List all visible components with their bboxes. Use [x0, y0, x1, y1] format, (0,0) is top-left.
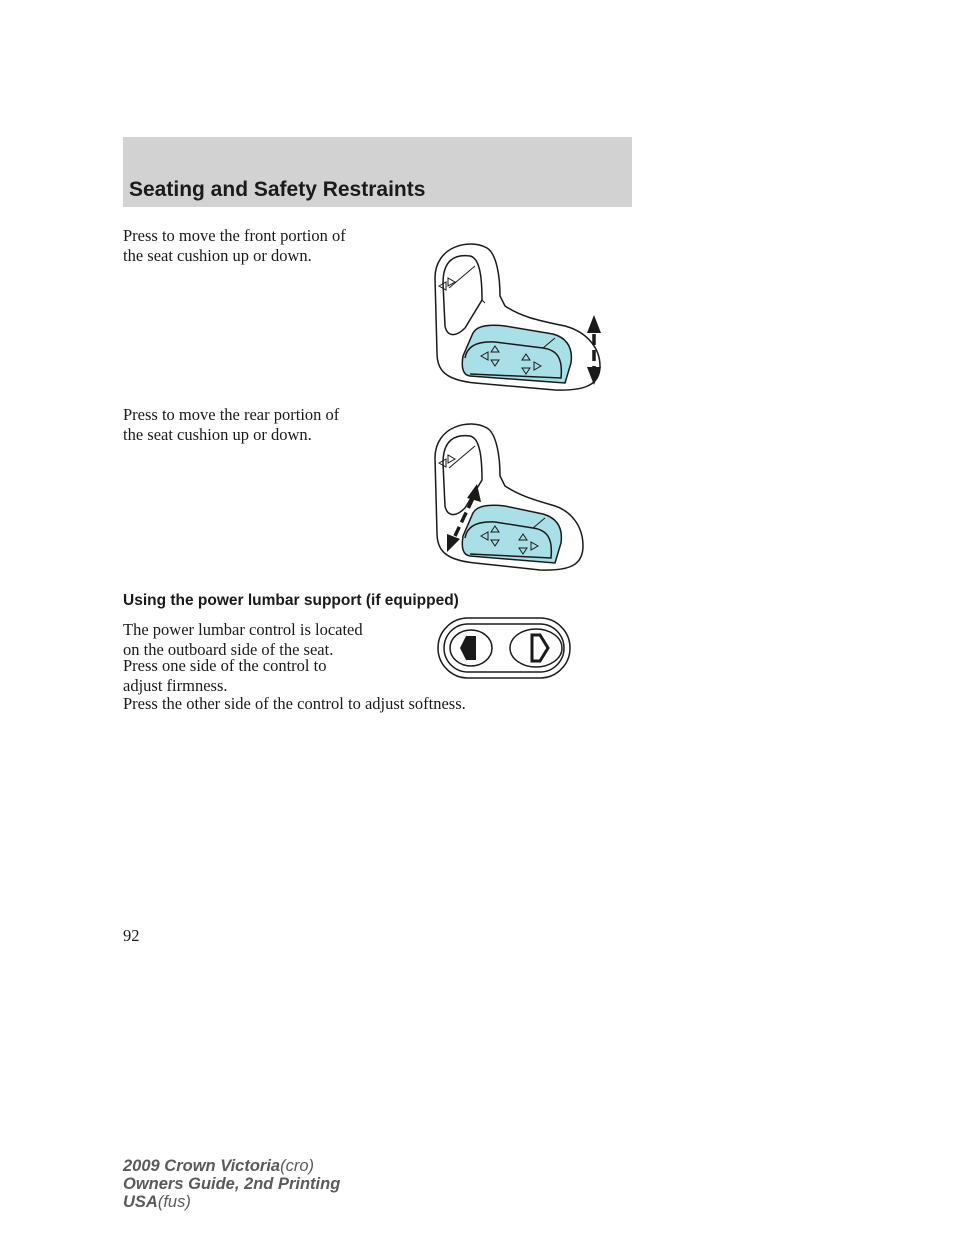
front-cushion-text — [123, 226, 346, 266]
text-line: Press to move the rear portion of — [123, 405, 340, 424]
footer-model-code: (cro) — [280, 1157, 315, 1175]
rear-cushion-text — [123, 405, 339, 445]
text-line: The power lumbar control is located — [123, 620, 363, 639]
lumbar-heading: Using the power lumbar support (if equipped) — [123, 592, 459, 609]
text-line: Press to move the front portion of — [123, 226, 346, 245]
footer-edition: Owners Guide, 2nd Printing — [123, 1175, 341, 1193]
footer-market-code: (fus) — [157, 1193, 191, 1211]
text-line: on the outboard side of the seat. — [123, 640, 334, 659]
footer-market: USA — [123, 1193, 158, 1211]
text-line: adjust firmness. — [123, 676, 228, 695]
rear-cushion-control-illustration — [425, 418, 595, 573]
lumbar-firmness-text — [123, 656, 326, 696]
text-line: the seat cushion up or down. — [123, 425, 312, 444]
page-number: 92 — [123, 926, 140, 945]
lumbar-control-illustration — [436, 616, 572, 680]
text-line: Press one side of the control to — [123, 656, 327, 675]
text-line: the seat cushion up or down. — [123, 246, 312, 265]
lumbar-softness-text: Press the other side of the control to adjust softness. — [123, 694, 466, 713]
front-cushion-control-illustration — [425, 238, 615, 393]
lumbar-location-text — [123, 620, 363, 660]
footer-model: 2009 Crown Victoria — [123, 1157, 281, 1175]
document-footer — [123, 1157, 340, 1211]
section-title: Seating and Safety Restraints — [129, 178, 426, 201]
